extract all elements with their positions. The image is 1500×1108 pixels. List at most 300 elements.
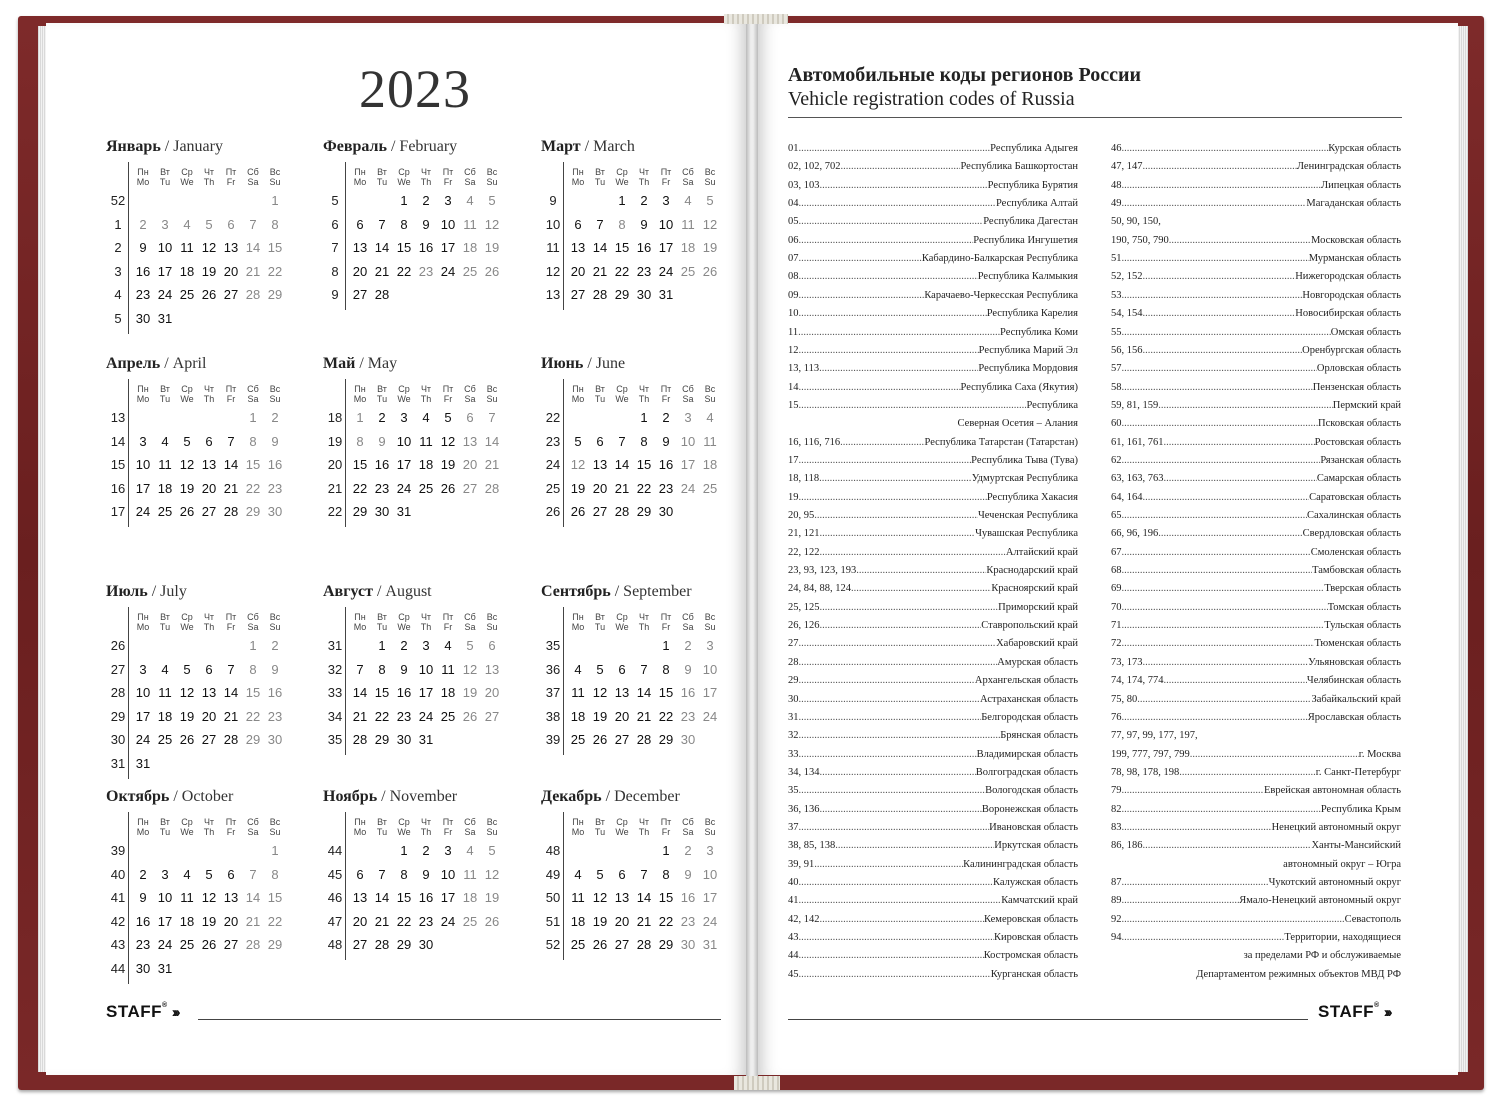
calendar-day: 1 bbox=[400, 193, 408, 208]
weekday-ru: Вт bbox=[160, 384, 170, 394]
weekday-ru: Ср bbox=[616, 167, 628, 177]
weekday-ru: Пн bbox=[354, 817, 366, 827]
weekday-en: Mo bbox=[136, 622, 150, 632]
region-name: Курская область bbox=[1328, 143, 1401, 154]
region-code-row bbox=[1111, 416, 1401, 432]
calendar-day: 17 bbox=[680, 457, 696, 473]
calendar-day: 8 bbox=[356, 433, 364, 449]
week-number: 32 bbox=[327, 661, 343, 677]
calendar-day: 27 bbox=[592, 504, 608, 520]
weekday-ru: Чт bbox=[638, 817, 650, 827]
calendar-day: 7 bbox=[640, 661, 648, 677]
region-name: Вологодская область bbox=[985, 785, 1078, 797]
calendar-day: 14 bbox=[223, 685, 239, 701]
calendar-day: 9 bbox=[400, 661, 408, 677]
book-spine-gutter bbox=[746, 18, 758, 1086]
weekday-header bbox=[242, 384, 264, 404]
month-title bbox=[106, 583, 316, 605]
weekday-en: Mo bbox=[353, 394, 367, 404]
month-title bbox=[323, 583, 533, 605]
calendar-day: 10 bbox=[157, 890, 173, 906]
calendar-day: 26 bbox=[484, 263, 500, 279]
leader-dots bbox=[1122, 912, 1345, 928]
calendar-day: 5 bbox=[706, 193, 714, 208]
weekday-header bbox=[242, 167, 264, 187]
region-code-row bbox=[1111, 435, 1401, 451]
calendar-day: 9 bbox=[684, 661, 692, 677]
region-name: Республика bbox=[1026, 399, 1078, 411]
month-name-ru: Сентябрь bbox=[541, 583, 611, 600]
calendar-day: 16 bbox=[267, 457, 283, 473]
region-name: Омская область bbox=[1330, 326, 1401, 338]
region-code: 75, 80 bbox=[1111, 693, 1138, 705]
leader-dots bbox=[799, 251, 922, 267]
calendar-day: 15 bbox=[658, 685, 674, 701]
region-code-row bbox=[788, 343, 1078, 359]
leader-dots bbox=[799, 343, 979, 359]
calendar-day: 8 bbox=[662, 661, 670, 677]
calendar-day: 13 bbox=[201, 457, 217, 473]
leader-dots bbox=[799, 673, 975, 689]
weekday-ru: Вс bbox=[704, 384, 716, 394]
weekday-ru: Пн bbox=[137, 612, 149, 622]
region-name: Ярославская область bbox=[1307, 711, 1401, 723]
region-code-row bbox=[788, 728, 1078, 744]
calendar-day: 21 bbox=[592, 263, 608, 279]
calendar-day: 7 bbox=[488, 410, 496, 425]
region-code: 33 bbox=[788, 748, 799, 760]
month-name-en: / May bbox=[355, 355, 398, 372]
calendar-day: 14 bbox=[636, 685, 652, 701]
week-number: 5 bbox=[114, 311, 122, 326]
region-code: 89 bbox=[1111, 895, 1122, 907]
codes-subtitle: Vehicle registration codes of Russia bbox=[788, 88, 1075, 110]
weekday-header bbox=[415, 167, 437, 187]
leader-dots bbox=[1122, 710, 1308, 726]
leader-dots bbox=[799, 967, 991, 983]
weekday-ru: Вт bbox=[595, 612, 605, 622]
calendar-day: 9 bbox=[271, 661, 279, 677]
region-name: Республика Саха (Якутия) bbox=[960, 381, 1078, 393]
calendar-day: 27 bbox=[223, 287, 239, 303]
region-name: Орловская область bbox=[1316, 363, 1401, 375]
weekday-ru: Пн bbox=[137, 167, 149, 177]
leader-dots bbox=[799, 655, 998, 671]
calendar-day: 20 bbox=[614, 913, 630, 929]
weekday-en: Th bbox=[420, 177, 432, 187]
weekday-en: Tu bbox=[159, 177, 171, 187]
calendar-day: 29 bbox=[267, 937, 283, 953]
calendar-day: 3 bbox=[422, 638, 430, 653]
weekday-header bbox=[589, 384, 611, 404]
region-code-row bbox=[1111, 710, 1401, 726]
weekday-ru: Чт bbox=[420, 612, 432, 622]
calendar-day: 1 bbox=[249, 638, 257, 653]
region-code: 56, 156 bbox=[1111, 344, 1143, 356]
region-name: Ставропольский край bbox=[981, 620, 1078, 632]
calendar-day: 8 bbox=[640, 433, 648, 449]
region-code-row bbox=[1111, 343, 1401, 359]
week-number: 27 bbox=[110, 661, 126, 677]
calendar-day: 25 bbox=[570, 732, 586, 748]
calendar-day: 31 bbox=[157, 961, 173, 976]
calendar-day: 19 bbox=[702, 240, 718, 256]
calendar-day: 26 bbox=[462, 708, 478, 724]
region-name: Калужская область bbox=[992, 877, 1078, 888]
calendar-day: 15 bbox=[245, 457, 261, 473]
calendar-day: 15 bbox=[636, 457, 652, 473]
weekday-ru: Сб bbox=[464, 167, 476, 177]
region-name: Пермский край bbox=[1332, 399, 1401, 411]
calendar-day: 16 bbox=[267, 685, 283, 701]
region-code-row bbox=[788, 600, 1078, 616]
calendar-day: 7 bbox=[227, 433, 235, 449]
weekday-en: Fr bbox=[226, 622, 236, 632]
calendar-day: 1 bbox=[662, 843, 670, 858]
calendar-day: 3 bbox=[706, 638, 714, 653]
region-name: Республика Крым bbox=[1320, 803, 1401, 815]
weekday-ru: Вс bbox=[704, 612, 716, 622]
month-block bbox=[541, 138, 751, 303]
calendar-day: 19 bbox=[462, 685, 478, 701]
week-number: 39 bbox=[545, 732, 561, 748]
week-number: 13 bbox=[545, 287, 561, 303]
calendar-day: 4 bbox=[684, 193, 692, 208]
calendar-day: 9 bbox=[662, 433, 670, 449]
weekday-en: Fr bbox=[443, 394, 453, 404]
weekday-header bbox=[176, 167, 198, 187]
region-code: 69 bbox=[1111, 583, 1122, 595]
region-code-row bbox=[1111, 251, 1401, 267]
weekday-en: We bbox=[180, 177, 194, 187]
region-name: г. Москва bbox=[1358, 748, 1401, 760]
region-code: 34, 134 bbox=[788, 766, 820, 778]
week-number: 31 bbox=[110, 756, 126, 771]
region-code: 76 bbox=[1111, 711, 1122, 723]
leader-dots bbox=[1143, 159, 1297, 175]
calendar-day: 11 bbox=[419, 433, 433, 449]
region-name: Республика Алтай bbox=[995, 198, 1078, 210]
weekday-ru: Ср bbox=[181, 817, 193, 827]
region-code-row bbox=[1111, 141, 1401, 157]
weekday-en: Sa bbox=[247, 622, 259, 632]
calendar-day: 23 bbox=[418, 913, 434, 929]
region-name: Калининградская область bbox=[963, 858, 1078, 870]
calendar-year: 2023 bbox=[359, 59, 471, 119]
calendar-day: 12 bbox=[462, 661, 478, 677]
footer-line-right bbox=[788, 1019, 1308, 1020]
region-code-row bbox=[1111, 875, 1401, 891]
leader-dots bbox=[820, 765, 976, 781]
weekday-en: Su bbox=[704, 394, 716, 404]
weekday-en: Mo bbox=[136, 177, 150, 187]
weekday-header bbox=[415, 612, 437, 632]
calendar-day: 28 bbox=[484, 480, 500, 496]
leader-dots bbox=[1122, 178, 1322, 194]
calendar-day: 18 bbox=[570, 913, 586, 929]
region-code: 74, 174, 774 bbox=[1111, 675, 1164, 687]
calendar-day: 8 bbox=[618, 216, 626, 232]
week-number: 39 bbox=[110, 843, 126, 858]
calendar-day: 19 bbox=[484, 240, 500, 256]
calendar-day: 3 bbox=[684, 410, 692, 425]
calendar-day: 11 bbox=[681, 216, 695, 232]
region-code: 53 bbox=[1111, 289, 1122, 301]
week-number-divider bbox=[345, 812, 346, 960]
calendar-day: 4 bbox=[422, 410, 430, 425]
calendar-day: 19 bbox=[179, 480, 195, 496]
calendar-day: 20 bbox=[462, 457, 478, 473]
week-number: 41 bbox=[110, 890, 126, 906]
weekday-en: Sa bbox=[247, 177, 259, 187]
week-number: 37 bbox=[545, 685, 561, 701]
weekday-en: Mo bbox=[136, 394, 150, 404]
week-number: 48 bbox=[327, 937, 343, 953]
leader-dots bbox=[814, 508, 978, 524]
region-code: 55 bbox=[1111, 326, 1122, 338]
month-title bbox=[323, 788, 533, 810]
calendar-day: 16 bbox=[396, 685, 412, 701]
calendar-day: 11 bbox=[180, 240, 194, 256]
month-name-ru: Октябрь bbox=[106, 788, 170, 805]
week-number: 52 bbox=[110, 193, 126, 208]
weekday-en: Su bbox=[704, 177, 716, 187]
region-code-row bbox=[788, 838, 1078, 854]
region-code-row bbox=[788, 948, 1078, 964]
region-code: 49 bbox=[1111, 198, 1122, 210]
calendar-day: 14 bbox=[614, 457, 630, 473]
week-number: 52 bbox=[545, 937, 561, 953]
brand-name: STAFF bbox=[1318, 1002, 1375, 1021]
region-code: 57 bbox=[1111, 363, 1122, 375]
calendar-day: 23 bbox=[658, 480, 674, 496]
region-name: Тамбовская область bbox=[1312, 565, 1401, 577]
leader-dots bbox=[799, 141, 991, 157]
week-number-divider bbox=[128, 812, 129, 984]
region-code-row bbox=[788, 783, 1078, 799]
weekday-header bbox=[242, 612, 264, 632]
calendar-day: 4 bbox=[183, 866, 191, 882]
calendar-day: 21 bbox=[223, 708, 239, 724]
region-name: Пензенская область bbox=[1312, 381, 1401, 393]
region-name: Нижегородская область bbox=[1295, 271, 1401, 283]
weekday-header bbox=[349, 167, 371, 187]
region-name: Красноярский край bbox=[991, 583, 1078, 595]
leader-dots bbox=[799, 728, 1001, 744]
calendar-day: 24 bbox=[658, 263, 674, 279]
leader-dots bbox=[799, 269, 978, 285]
weekday-en: Mo bbox=[353, 827, 367, 837]
calendar-day: 12 bbox=[592, 685, 608, 701]
region-code: 07 bbox=[788, 253, 799, 265]
week-number: 26 bbox=[110, 638, 126, 653]
region-code-row bbox=[1111, 747, 1401, 763]
weekday-en: We bbox=[615, 394, 629, 404]
region-name: Астраханская область bbox=[980, 693, 1078, 705]
region-code-row bbox=[788, 159, 1078, 175]
region-code-row bbox=[788, 747, 1078, 763]
region-code-row bbox=[788, 893, 1078, 909]
weekday-header bbox=[220, 612, 242, 632]
calendar-day: 31 bbox=[658, 287, 674, 303]
region-name: Курганская область bbox=[990, 968, 1078, 980]
month-name-en: / October bbox=[169, 788, 234, 805]
weekday-header bbox=[611, 384, 633, 404]
calendar-day: 2 bbox=[640, 193, 648, 208]
calendar-day: 10 bbox=[680, 433, 696, 449]
calendar-day: 30 bbox=[135, 961, 151, 976]
region-code: 32 bbox=[788, 730, 799, 742]
weekday-ru: Ср bbox=[181, 167, 193, 177]
calendar-day: 23 bbox=[418, 263, 434, 279]
weekday-ru: Ср bbox=[398, 817, 410, 827]
leader-dots bbox=[820, 178, 988, 194]
weekday-header bbox=[459, 384, 481, 404]
region-code: 18, 118 bbox=[788, 473, 820, 485]
region-code-row bbox=[788, 930, 1078, 946]
region-code: 03, 103 bbox=[788, 179, 820, 191]
calendar-day: 24 bbox=[157, 937, 173, 953]
weekday-header bbox=[481, 167, 503, 187]
calendar-day: 21 bbox=[245, 263, 261, 279]
week-number: 9 bbox=[549, 193, 557, 208]
calendar-day: 13 bbox=[462, 433, 478, 449]
calendar-day: 8 bbox=[249, 433, 257, 449]
region-code-row bbox=[1111, 600, 1401, 616]
calendar-day: 19 bbox=[201, 263, 217, 279]
calendar-day: 18 bbox=[157, 480, 173, 496]
calendar-day: 2 bbox=[139, 866, 147, 882]
leader-dots bbox=[1122, 875, 1269, 891]
region-name: Территории, находящиеся bbox=[1284, 932, 1401, 944]
calendar-day: 13 bbox=[592, 457, 608, 473]
calendar-day: 17 bbox=[396, 457, 412, 473]
calendar-day: 14 bbox=[223, 457, 239, 473]
calendar-day: 31 bbox=[135, 756, 151, 771]
weekday-ru: Пт bbox=[442, 817, 454, 827]
calendar-day: 2 bbox=[684, 843, 692, 858]
region-name: Республика Ингушетия bbox=[973, 234, 1078, 246]
weekday-ru: Чт bbox=[638, 167, 650, 177]
weekday-header bbox=[677, 384, 699, 404]
calendar-day: 22 bbox=[245, 708, 261, 724]
region-code-row bbox=[788, 178, 1078, 194]
region-code-row bbox=[788, 508, 1078, 524]
calendar-day: 24 bbox=[702, 913, 718, 929]
region-name: Республика Татарстан (Татарстан) bbox=[924, 436, 1078, 448]
weekday-header bbox=[633, 612, 655, 632]
calendar-day: 15 bbox=[658, 890, 674, 906]
leader-dots bbox=[1143, 655, 1309, 671]
weekday-ru: Вт bbox=[377, 817, 387, 827]
weekday-en: Th bbox=[420, 622, 432, 632]
region-name: Ивановская область bbox=[989, 821, 1078, 833]
weekday-ru: Пн bbox=[572, 167, 584, 177]
weekday-en: We bbox=[397, 394, 411, 404]
calendar-day: 18 bbox=[570, 708, 586, 724]
region-code: 01 bbox=[788, 143, 799, 154]
region-code-row bbox=[788, 398, 1078, 414]
calendar-day: 9 bbox=[139, 890, 147, 906]
leader-dots bbox=[1122, 141, 1329, 157]
weekday-ru: Сб bbox=[464, 612, 476, 622]
region-code-row bbox=[788, 526, 1078, 542]
region-code-row bbox=[1111, 838, 1401, 854]
weekday-en: Su bbox=[486, 177, 498, 187]
weekday-header bbox=[220, 167, 242, 187]
region-code: 04 bbox=[788, 198, 799, 210]
weekday-en: We bbox=[615, 177, 629, 187]
region-name: Ханты-Мансийский bbox=[1311, 840, 1401, 852]
weekday-ru: Сб bbox=[682, 612, 694, 622]
weekday-en: We bbox=[397, 622, 411, 632]
calendar-day: 6 bbox=[466, 410, 474, 425]
leader-dots bbox=[1137, 692, 1311, 708]
region-code-row bbox=[788, 453, 1078, 469]
region-name: Оренбургская область bbox=[1302, 344, 1401, 356]
week-number: 44 bbox=[110, 961, 126, 976]
leader-dots bbox=[1143, 269, 1296, 285]
region-code: 44 bbox=[788, 950, 799, 962]
calendar-day: 1 bbox=[618, 193, 626, 208]
calendar-day: 28 bbox=[592, 287, 608, 303]
calendar-day: 26 bbox=[702, 263, 718, 279]
weekday-ru: Вт bbox=[377, 384, 387, 394]
weekday-header bbox=[264, 384, 286, 404]
weekday-ru: Пт bbox=[660, 817, 672, 827]
calendar-day: 16 bbox=[135, 263, 151, 279]
weekday-en: Fr bbox=[226, 827, 236, 837]
leader-dots bbox=[799, 820, 990, 836]
calendar-day: 30 bbox=[680, 937, 696, 953]
week-number: 42 bbox=[110, 913, 126, 929]
calendar-day: 25 bbox=[462, 263, 478, 279]
calendar-day: 17 bbox=[702, 890, 718, 906]
calendar-day: 18 bbox=[179, 913, 195, 929]
leader-dots bbox=[799, 214, 984, 230]
region-code-row bbox=[788, 490, 1078, 506]
week-number: 21 bbox=[327, 480, 343, 496]
region-code-row bbox=[788, 306, 1078, 322]
weekday-header bbox=[154, 167, 176, 187]
calendar-day: 1 bbox=[249, 410, 257, 425]
region-code-row bbox=[1111, 673, 1401, 689]
month-name-en: / June bbox=[583, 355, 626, 372]
calendar-day: 15 bbox=[374, 685, 390, 701]
leader-dots bbox=[851, 581, 991, 597]
calendar-day: 1 bbox=[640, 410, 648, 425]
calendar-day: 29 bbox=[267, 287, 283, 303]
calendar-day: 5 bbox=[183, 661, 191, 677]
calendar-day: 19 bbox=[592, 708, 608, 724]
leader-dots bbox=[1179, 765, 1316, 781]
month-block bbox=[323, 355, 533, 520]
weekday-en: Su bbox=[269, 827, 281, 837]
region-code-row bbox=[1111, 655, 1401, 671]
week-number: 5 bbox=[331, 193, 339, 208]
weekday-header bbox=[154, 384, 176, 404]
weekday-en: Su bbox=[704, 622, 716, 632]
week-number: 9 bbox=[331, 287, 339, 303]
region-code-row bbox=[1111, 325, 1401, 341]
leader-dots bbox=[1122, 820, 1272, 836]
calendar-day: 17 bbox=[702, 685, 718, 701]
calendar-day: 26 bbox=[179, 732, 195, 748]
region-code: 64, 164 bbox=[1111, 491, 1143, 503]
weekday-ru: Вт bbox=[377, 167, 387, 177]
weekday-header bbox=[264, 167, 286, 187]
region-code: 68 bbox=[1111, 565, 1122, 577]
